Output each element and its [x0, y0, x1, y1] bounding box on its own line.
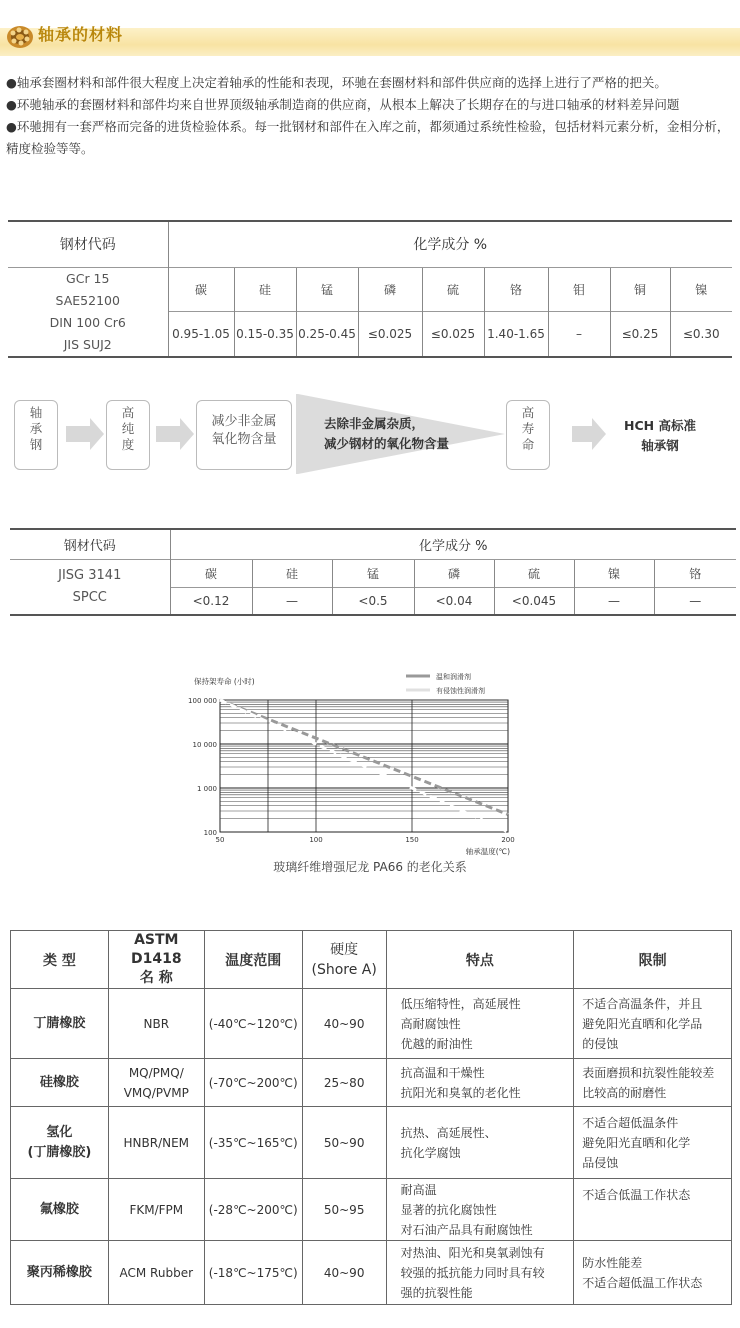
y-tick-label: 100 — [203, 829, 217, 837]
limit-line: 比较高的耐磨性 — [582, 1085, 667, 1100]
rubber-type: 聚丙稀橡胶 — [11, 1241, 109, 1305]
intro-para-2: ●环驰轴承的套圈材料和部件均来自世界顶级轴承制造商的供应商，从根本上解决了长期存在的与进口轴承的材料差异问题 — [6, 97, 680, 112]
hardness: 50~90 — [302, 1107, 386, 1179]
element-cell: 碳 — [170, 559, 252, 587]
value-cell: — — [252, 587, 332, 615]
element-cell: 磷 — [358, 267, 422, 312]
steel-code-header: 钢材代码 — [8, 221, 168, 267]
flow-line: HCH 高标准 — [624, 418, 696, 433]
x-tick-label: 50 — [215, 836, 225, 844]
flow-arrow-text — [324, 414, 449, 454]
steel-code: JIS SUJ2 — [63, 336, 112, 352]
limit-line: 的侵蚀 — [582, 1036, 619, 1051]
intro-para-1: ●轴承套圈材料和部件很大程度上决定着轴承的性能和表现，环驰在套圈材料和部件供应商的选择上进行了严格的把关。 — [6, 75, 667, 90]
steel-codes — [10, 559, 170, 615]
temp-range: (-35℃~165℃) — [204, 1107, 302, 1179]
intro-text — [6, 72, 736, 160]
element-cell: 锰 — [296, 267, 358, 312]
flow-char: 命 — [521, 437, 535, 452]
value-cell: <0.12 — [170, 587, 252, 615]
value-cell: 0.25-0.45 — [296, 312, 358, 357]
rubber-type: 硅橡胶 — [11, 1059, 109, 1107]
table-row — [11, 1179, 732, 1241]
temp-range: (-28℃~200℃) — [204, 1179, 302, 1241]
steel-code: JISG 3141 — [58, 567, 122, 583]
header-temp: 温度范围 — [204, 931, 302, 989]
element-cell: 镍 — [670, 267, 732, 312]
flow-char: 高 — [521, 405, 535, 420]
value-cell: — — [654, 587, 736, 615]
legend-label: 有侵蚀性润滑剂 — [436, 687, 485, 695]
page-title: 轴承的材料 — [38, 25, 124, 44]
flow-box-bearing-steel — [14, 400, 58, 470]
feature-line: 抗高温和干燥性 — [400, 1065, 485, 1080]
feature-line: 耐高温 — [400, 1182, 437, 1197]
hardness: 40~90 — [302, 989, 386, 1059]
flow-box-long-life — [506, 400, 550, 470]
feature-line: 对热油、阳光和臭氧剥蚀有 — [400, 1245, 545, 1260]
limit-line: 不适合高温条件，并且 — [582, 996, 703, 1011]
feature-line: 抗阳光和臭氧的老化性 — [400, 1085, 521, 1100]
temp-range: (-18℃~175℃) — [204, 1241, 302, 1305]
table-row — [11, 989, 732, 1059]
rubber-type: 丁腈橡胶 — [11, 989, 109, 1059]
value-cell: 0.95-1.05 — [168, 312, 234, 357]
features — [386, 989, 574, 1059]
y-tick-label: 1 000 — [196, 785, 217, 793]
sheet-steel-table — [10, 528, 736, 616]
limit-line: 防水性能差 — [582, 1255, 643, 1270]
flow-line: 减少钢材的氧化物含量 — [324, 436, 450, 451]
hardness: 40~90 — [302, 1241, 386, 1305]
limit-line: 不适合超低温工作状态 — [582, 1275, 703, 1290]
steel-code: DIN 100 Cr6 — [49, 314, 126, 330]
y-axis-label: 保持架寿命 (小时) — [194, 677, 255, 686]
section-header — [0, 14, 740, 56]
feature-line: 抗化学腐蚀 — [400, 1145, 461, 1160]
header-features: 特点 — [386, 931, 574, 989]
element-cell: 硅 — [234, 267, 296, 312]
flow-line: 去除非金属杂质， — [324, 416, 425, 431]
value-cell: ≤0.025 — [358, 312, 422, 357]
aging-chart — [180, 668, 520, 878]
element-cell: 碳 — [168, 267, 234, 312]
value-cell: ≤0.30 — [670, 312, 732, 357]
value-cell: – — [548, 312, 610, 357]
feature-line: 显著的抗化腐蚀性 — [400, 1202, 497, 1217]
table-row — [11, 1241, 732, 1305]
flow-box-high-purity — [106, 400, 150, 470]
element-cell: 铬 — [484, 267, 548, 312]
flow-char: 度 — [121, 437, 135, 452]
value-cell: <0.04 — [414, 587, 494, 615]
intro-para-3: ●环驰拥有一套严格而完备的进货检验体系。每一批钢材和部件在入库之前，都须通过系统性检验，包括材料元素分析，金相分析，精度检验等等。 — [6, 119, 730, 156]
features — [386, 1241, 574, 1305]
steel-code-header: 钢材代码 — [10, 529, 170, 559]
header-label: 类 型 — [42, 952, 76, 969]
flow-line: 氧化物含量 — [211, 432, 277, 447]
features — [386, 1107, 574, 1179]
legend-label: 温和润滑剂 — [436, 673, 471, 681]
value-cell: ≤0.25 — [610, 312, 670, 357]
rubber-table — [10, 930, 732, 1305]
value-cell: <0.5 — [332, 587, 414, 615]
limits — [574, 1241, 732, 1305]
y-tick-label: 100 000 — [188, 697, 217, 705]
rubber-type: 氟橡胶 — [11, 1179, 109, 1241]
flow-result — [614, 416, 706, 456]
astm-name: HNBR/NEM — [108, 1107, 204, 1179]
flow-line: 轴承钢 — [641, 438, 679, 453]
flow-char: 轴 — [29, 405, 43, 420]
table-row — [11, 1059, 732, 1107]
hardness: 25~80 — [302, 1059, 386, 1107]
element-cell: 硅 — [252, 559, 332, 587]
flow-box-reduce-oxides — [196, 400, 292, 470]
header-limits: 限制 — [574, 931, 732, 989]
steel-codes — [8, 267, 168, 357]
steel-code: SAE52100 — [55, 292, 120, 308]
element-cell: 硫 — [422, 267, 484, 312]
limit-line: 避免阳光直晒和化学 — [582, 1135, 691, 1150]
value-cell: <0.045 — [494, 587, 574, 615]
y-tick-label: 10 000 — [192, 741, 217, 749]
feature-line: 强的抗裂性能 — [400, 1285, 473, 1300]
x-axis-label: 轴承温度(℃) — [465, 847, 510, 856]
feature-line: 较强的抵抗能力同时具有较 — [400, 1265, 545, 1280]
value-cell: 1.40-1.65 — [484, 312, 548, 357]
element-cell: 铜 — [610, 267, 670, 312]
value-cell: ≤0.025 — [422, 312, 484, 357]
flow-line: 减少非金属 — [211, 414, 277, 429]
features — [386, 1179, 574, 1241]
feature-line: 低压缩特性，高延展性 — [400, 996, 521, 1011]
limits — [574, 989, 732, 1059]
value-cell: — — [574, 587, 654, 615]
astm-name: ACM Rubber — [108, 1241, 204, 1305]
limits — [574, 1179, 732, 1241]
temp-range: (-70℃~200℃) — [204, 1059, 302, 1107]
temp-range: (-40℃~120℃) — [204, 989, 302, 1059]
flow-char: 钢 — [29, 437, 43, 452]
hardness: 50~95 — [302, 1179, 386, 1241]
astm-name: FKM/FPM — [108, 1179, 204, 1241]
composition-header: 化学成分 % — [170, 529, 736, 559]
limit-line: 避免阳光直晒和化学品 — [582, 1016, 703, 1031]
x-tick-label: 150 — [405, 836, 419, 844]
header-hardness: 硬度 (Shore A) — [302, 931, 386, 989]
element-cell: 钼 — [548, 267, 610, 312]
steel-code: SPCC — [72, 589, 107, 605]
header-type — [11, 931, 109, 989]
feature-line: 对石油产品具有耐腐蚀性 — [400, 1222, 533, 1237]
bearing-icon — [6, 24, 36, 54]
chart-caption: 玻璃纤维增强尼龙 PA66 的老化关系 — [273, 860, 467, 874]
flow-char: 纯 — [121, 421, 135, 436]
element-cell: 硫 — [494, 559, 574, 587]
limit-line: 品侵蚀 — [582, 1155, 619, 1170]
limits — [574, 1107, 732, 1179]
features — [386, 1059, 574, 1107]
flow-char: 寿 — [521, 421, 535, 436]
element-cell: 铬 — [654, 559, 736, 587]
astm-name: NBR — [108, 989, 204, 1059]
element-cell: 锰 — [332, 559, 414, 587]
feature-line: 优越的耐油性 — [400, 1036, 473, 1051]
bearing-steel-table — [8, 220, 732, 358]
composition-header: 化学成分 % — [168, 221, 732, 267]
flow-char: 高 — [121, 405, 135, 420]
flow-char: 承 — [29, 421, 43, 436]
feature-line: 抗热、高延展性、 — [400, 1125, 497, 1140]
rubber-type: 氢化 (丁腈橡胶) — [11, 1107, 109, 1179]
astm-name: MQ/PMQ/ VMQ/PVMP — [108, 1059, 204, 1107]
aging-chart-svg — [180, 668, 520, 858]
element-cell: 镍 — [574, 559, 654, 587]
limits — [574, 1059, 732, 1107]
header-astm: ASTM D1418 名 称 — [108, 931, 204, 989]
limit-line: 不适合低温工作状态 — [582, 1188, 691, 1202]
steel-code: GCr 15 — [66, 270, 110, 286]
limit-line: 表面磨损和抗裂性能较差 — [582, 1065, 715, 1080]
value-cell: 0.15-0.35 — [234, 312, 296, 357]
x-tick-label: 200 — [501, 836, 515, 844]
limit-line: 不适合超低温条件 — [582, 1115, 679, 1130]
table-row — [11, 1107, 732, 1179]
x-tick-label: 100 — [309, 836, 323, 844]
feature-line: 高耐腐蚀性 — [400, 1016, 461, 1031]
process-flow — [0, 384, 740, 494]
element-cell: 磷 — [414, 559, 494, 587]
